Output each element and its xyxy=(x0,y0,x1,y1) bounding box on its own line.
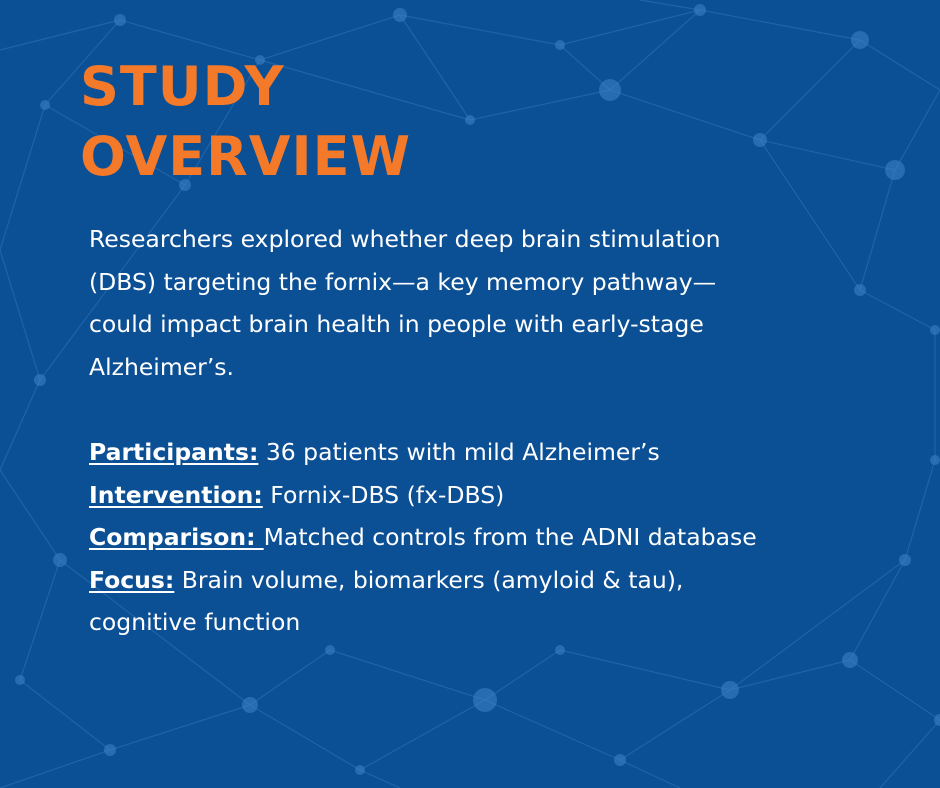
comparison-value: Matched controls from the ADNI database xyxy=(263,523,757,551)
participants-value: 36 patients with mild Alzheimer’s xyxy=(258,438,660,466)
intervention-value: Fornix-DBS (fx-DBS) xyxy=(262,480,505,509)
intro-line: could impact brain health in people with early-stage xyxy=(89,310,704,338)
focus-label: Focus: xyxy=(89,565,175,594)
focus-row xyxy=(89,559,919,602)
study-details-list xyxy=(89,431,919,644)
comparison-row xyxy=(89,516,919,559)
title-line-1: STUDY xyxy=(80,55,285,118)
intro-line: Researchers explored whether deep brain stimulation xyxy=(89,225,721,253)
focus-continuation: cognitive function xyxy=(89,608,301,636)
intervention-row xyxy=(89,474,919,517)
intro-line: (DBS) targeting the fornix—a key memory pathway— xyxy=(89,267,717,296)
title-line-2: OVERVIEW xyxy=(80,125,412,188)
participants-label: Participants: xyxy=(89,438,259,466)
participants-row xyxy=(89,431,919,474)
intro-paragraph xyxy=(89,218,889,388)
focus-value: Brain volume, biomarkers (amyloid & tau), xyxy=(174,565,684,594)
intervention-label: Intervention: xyxy=(89,480,263,509)
comparison-label: Comparison: xyxy=(89,523,264,551)
page-title xyxy=(80,52,411,192)
intro-line: Alzheimer’s. xyxy=(89,352,235,381)
